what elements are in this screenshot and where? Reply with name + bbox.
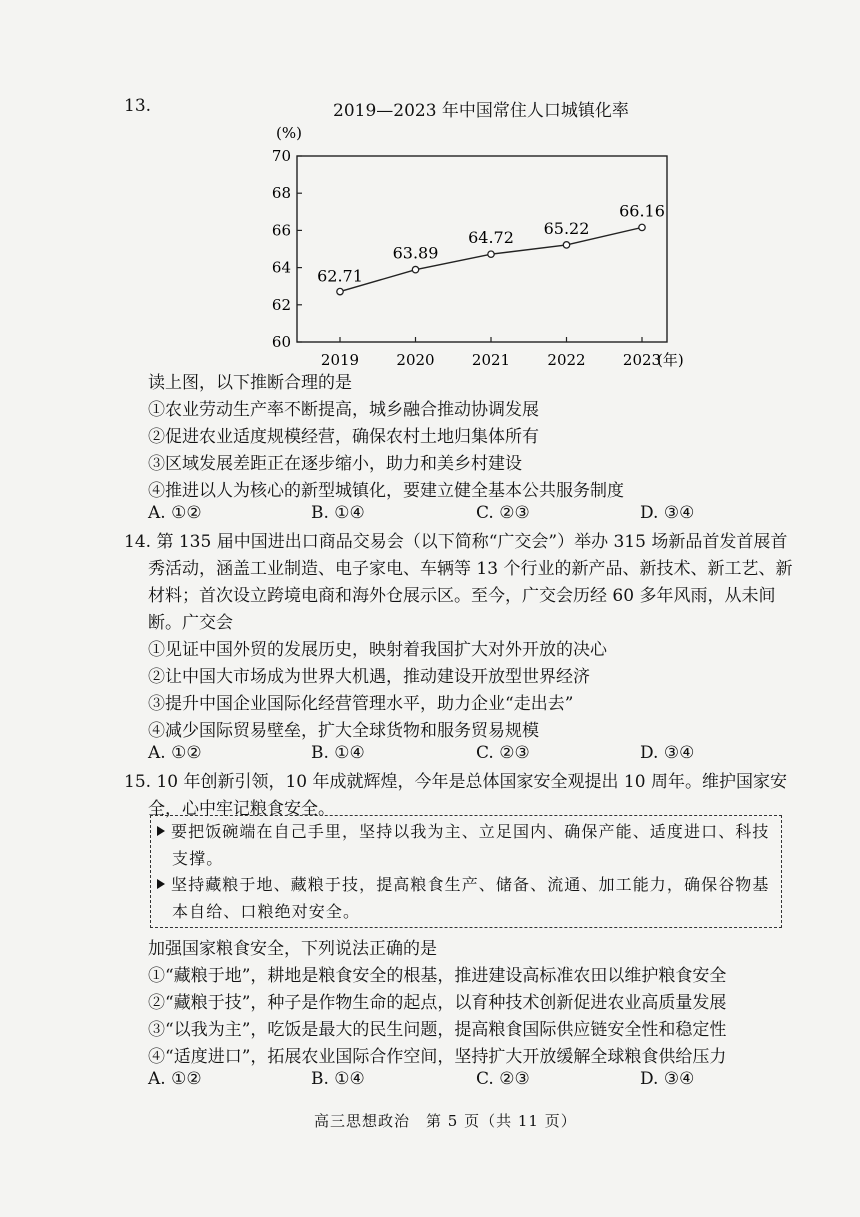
q15-stem-line-1: 15. 10 年创新引领，10 年成就辉煌，今年是总体国家安全观提出 10 周年。维护国家安 (124, 772, 787, 792)
data-label: 65.22 (543, 218, 590, 238)
q13-statement-4: ④推进以人为核心的新型城镇化，要建立健全基本公共服务制度 (148, 481, 624, 501)
data-point (563, 242, 569, 248)
q15-statement-4: ④“适度进口”，拓展农业国际合作空间，坚持扩大开放缓解全球粮食供给压力 (148, 1047, 727, 1067)
q15-statement-2: ②“藏粮于技”，种子是作物生命的起点，以育种技术创新促进农业高质量发展 (148, 993, 727, 1013)
y-tick-label: 66 (271, 221, 291, 240)
quote-item-2-text: 坚持藏粮于地、藏粮于技，提高粮食生产、储备、流通、加工能力，确保谷物基 (171, 875, 770, 894)
x-tick-label: 2023 (622, 351, 662, 369)
x-tick-label: 2021 (471, 351, 511, 369)
q15-stem-2: 加强国家粮食安全，下列说法正确的是 (148, 939, 437, 959)
data-label: 64.72 (468, 228, 514, 248)
q14-stem-line-2: 秀活动，涵盖工业制造、电子家电、车辆等 13 个行业的新产品、新技术、新工艺、新 (148, 559, 793, 579)
x-axis-unit-label: (年) (657, 351, 684, 369)
y-tick-label: 62 (271, 295, 291, 314)
x-tick-label: 2020 (396, 351, 435, 369)
data-label: 66.16 (619, 201, 665, 221)
q14-stem-line-4: 断。广交会 (148, 613, 233, 633)
y-tick-label: 70 (271, 147, 291, 165)
q14-stem-line-3: 材料；首次设立跨境电商和海外仓展示区。至今，广交会历经 60 多年风雨，从未间 (148, 586, 776, 606)
q13-stem: 读上图，以下推断合理的是 (148, 373, 352, 393)
data-point (639, 224, 645, 230)
quote-item-1-line-1 (157, 820, 770, 844)
question-13-number: 13. (124, 96, 152, 116)
q15-option-b[interactable]: B. ①④ (311, 1069, 365, 1089)
q13-option-d[interactable]: D. ③④ (640, 503, 695, 523)
q13-statement-2: ②促进农业适度规模经营，确保农村土地归集体所有 (148, 427, 539, 447)
q14-option-c[interactable]: C. ②③ (476, 743, 530, 763)
q15-stem-line-2: 全，心中牢记粮食安全。 (148, 799, 335, 819)
chart-title: 2019—2023 年中国常住人口城镇化率 (333, 101, 629, 121)
x-tick-label: 2022 (547, 351, 586, 369)
q13-option-c[interactable]: C. ②③ (476, 503, 530, 523)
data-label: 63.89 (392, 243, 439, 263)
q14-option-b[interactable]: B. ①④ (311, 743, 365, 763)
q14-statement-1: ①见证中国外贸的发展历史，映射着我国扩大对外开放的决心 (148, 640, 607, 660)
q14-stem-line-1: 14. 第 135 届中国进出口商品交易会（以下简称“广交会”）举办 315 场新品首发首展首 (124, 532, 788, 552)
data-point (488, 251, 494, 257)
y-axis-unit-label: (%) (276, 124, 302, 142)
y-tick-label: 64 (271, 258, 291, 277)
data-point (412, 266, 418, 272)
q14-statement-3: ③提升中国企业国际化经营管理水平，助力企业“走出去” (148, 694, 574, 714)
q14-statement-2: ②让中国大市场成为世界大机遇，推动建设开放型世界经济 (148, 667, 590, 687)
x-tick-label: 2019 (320, 351, 360, 369)
quote-box (150, 815, 782, 928)
quote-item-2-line-1 (157, 873, 770, 897)
q15-option-d[interactable]: D. ③④ (640, 1069, 695, 1089)
data-point (337, 288, 343, 294)
q15-statement-1: ①“藏粮于地”，耕地是粮食安全的根基，推进建设高标准农田以维护粮食安全 (148, 966, 727, 986)
data-label: 62.71 (317, 266, 363, 286)
plot-frame (297, 156, 667, 342)
q15-option-a[interactable]: A. ①② (148, 1069, 202, 1089)
page-footer: 高三思想政治 第 5 页（共 11 页） (314, 1112, 577, 1130)
y-tick-label: 60 (271, 333, 291, 351)
data-labels (317, 201, 665, 285)
triangle-bullet-icon (157, 826, 165, 836)
triangle-bullet-icon (157, 879, 165, 889)
q15-option-c[interactable]: C. ②③ (476, 1069, 530, 1089)
q13-option-a[interactable]: A. ①② (148, 503, 202, 523)
q13-statement-1: ①农业劳动生产率不断提高，城乡融合推动协调发展 (148, 400, 539, 420)
quote-item-1-line-2: 支撑。 (172, 849, 224, 868)
q13-statement-3: ③区域发展差距正在逐步缩小，助力和美乡村建设 (148, 454, 522, 474)
y-tick-label: 68 (271, 184, 291, 203)
quote-item-2-line-2: 本自给、口粮绝对安全。 (172, 902, 361, 921)
q14-statement-4: ④减少国际贸易壁垒，扩大全球货物和服务贸易规模 (148, 721, 539, 741)
q14-option-a[interactable]: A. ①② (148, 743, 202, 763)
quote-item-1-text: 要把饭碗端在自己手里，坚持以我为主、立足国内、确保产能、适度进口、科技 (171, 822, 770, 841)
q13-option-b[interactable]: B. ①④ (311, 503, 365, 523)
q14-option-d[interactable]: D. ③④ (640, 743, 695, 763)
q15-statement-3: ③“以我为主”，吃饭是最大的民生问题，提高粮食国际供应链安全性和稳定性 (148, 1020, 727, 1040)
